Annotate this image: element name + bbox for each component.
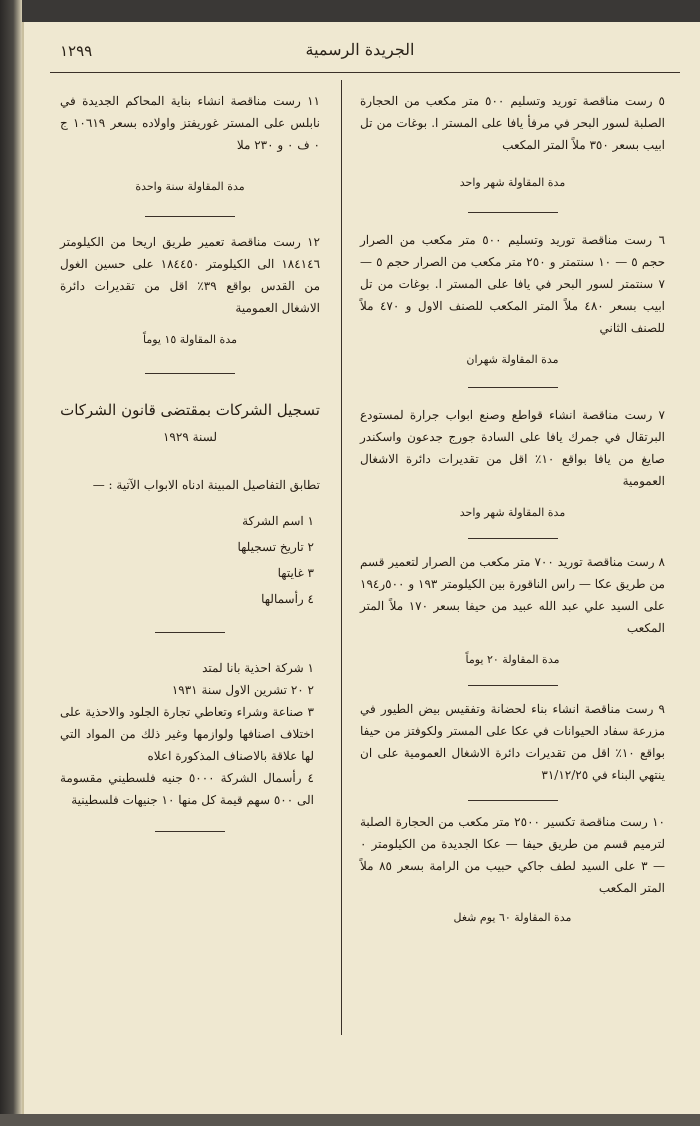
tender-item-11: ١١ رست مناقصة انشاء بناية المحاكم الجديدة في نابلس على المستر غوريفتز واولاده بسعر ١٠٦١٩ ج ٠ ف ٠ و ٢٣٠ ملا [60, 94, 321, 152]
right-column [360, 88, 665, 929]
separator [145, 373, 235, 374]
heading-registration-date: ٢ تاريخ تسجيلها [237, 540, 314, 554]
contract-duration-8: مدة المقاولة ٢٠ يوماً [465, 653, 560, 666]
heading-purpose: ٣ غايتها [277, 566, 314, 580]
tender-item-12: ١٢ رست مناقصة تعمير طريق اريحا من الكيلومتر ١٨٤١٤٦ الى الكيلومتر ١٨٤٤٥٠ على حسين الغول من القدس بواقع ٣٩٪ اقل من تقديرات دائرة الاشغال العمومية [60, 235, 321, 315]
contract-duration-7: مدة المقاولة شهر واحد [459, 506, 566, 519]
left-column [60, 88, 320, 832]
tender-item-8: ٨ رست مناقصة توريد ٧٠٠ متر مكعب من الصرار لتعمير قسم من طريق عكا — راس الناقورة بين الكيلومتر ١٩٣ و ٥٠٠ر١٩٤ على السيد علي عبد الله عبيد من حيفا بسعر ١٧٠ ملاً المتر المكعب [360, 555, 665, 635]
page-header [50, 40, 670, 72]
section-headings [60, 510, 320, 610]
separator [468, 685, 558, 686]
contract-duration-10: مدة المقاولة ٦٠ يوم شغل [453, 911, 572, 924]
section-intro: تطابق التفاصيل المبينة ادناه الابواب الآتية : — [92, 478, 320, 492]
heading-company-name: ١ اسم الشركة [242, 514, 314, 528]
separator [155, 632, 225, 633]
heading-capital: ٤ رأسمالها [261, 592, 314, 606]
separator [468, 212, 558, 213]
tender-item-6: ٦ رست مناقصة توريد وتسليم ٥٠٠ متر مكعب من الصرار حجم ٥ — ١٠ سنتمتر و ٢٥٠ متر مكعب من الصرار حجم ٥ — ٧ سنتمتر لسور البحر في يافا على المستر ا. بوغات من تل ابيب بسعر ٤٨٠ ملاً المتر المكعب للصنف الاول و ٤٧٠ ملاً للصنف الثاني [360, 233, 666, 335]
entry-registration-date: ٢ ٢٠ تشرين الاول سنة ١٩٣١ [171, 683, 314, 697]
section-year: لسنة ١٩٢٩ [162, 430, 217, 444]
contract-duration-11: مدة المقاولة سنة واحدة [135, 180, 245, 193]
company-entry [60, 657, 320, 811]
header-rule [50, 72, 680, 73]
separator [468, 800, 558, 801]
bottom-edge [0, 1114, 700, 1126]
entry-capital: ٤ رأسمال الشركة ٥٠٠٠ جنيه فلسطيني مقسومة الى ٥٠٠ سهم قيمة كل منها ١٠ جنيهات فلسطينية [60, 771, 314, 807]
tender-item-9: ٩ رست مناقصة انشاء بناء لحضانة وتفقيس بيض الطيور في مزرعة سفاد الحيوانات في عكا على المستر ولكوفتز من حيفا بواقع ١٠٪ اقل من تقديرات دائرة الاشغال العمومية على ان ينتهي البناء في ٣١/١٢/٢٥ [360, 702, 666, 782]
separator [145, 216, 235, 217]
separator [468, 387, 558, 388]
contract-duration-5: مدة المقاولة شهر واحد [459, 176, 566, 189]
contract-duration-6: مدة المقاولة شهران [466, 353, 559, 366]
entry-purpose: ٣ صناعة وشراء وتعاطي تجارة الجلود والاحذية على اختلاف اصنافها ولوازمها وغير ذلك من المواد التي لها علاقة بالاصناف المذكورة اعلاه [60, 705, 314, 763]
separator [468, 538, 558, 539]
gazette-title: الجريدة الرسمية [305, 40, 415, 59]
section-title: تسجيل الشركات بمقتضى قانون الشركات [60, 401, 320, 419]
entry-company-name: ١ شركة احذية بانا لمتد [202, 661, 314, 675]
book-spine-edge [0, 0, 22, 1126]
column-divider [341, 80, 342, 1035]
tender-item-7: ٧ رست مناقصة انشاء قواطع وصنع ابواب جرارة لمستودع البرتقال في جمرك يافا على السادة جورج جدعون واسكندر صايغ من يافا بواقع ١٠٪ اقل من تقديرات دائرة الاشغال العمومية [360, 408, 665, 488]
page-number: ١٢٩٩ [60, 42, 93, 60]
separator [155, 831, 225, 832]
contract-duration-12: مدة المقاولة ١٥ يوماً [143, 333, 237, 346]
tender-item-5: ٥ رست مناقصة توريد وتسليم ٥٠٠ متر مكعب من الحجارة الصلبة لسور البحر في مرفأ يافا على المستر ا. بوغات من تل ابيب بسعر ٣٥٠ ملاً المتر المكعب [360, 94, 665, 152]
tender-item-10: ١٠ رست مناقصة تكسير ٢٥٠٠ متر مكعب من الحجارة الصلبة لترميم قسم من طريق حيفا — عكا الجديدة من الكيلومتر ٠ — ٣ على السيد لطف جاكي حبيب من الرامة بسعر ٨٥ ملاً المتر المكعب [360, 815, 665, 895]
